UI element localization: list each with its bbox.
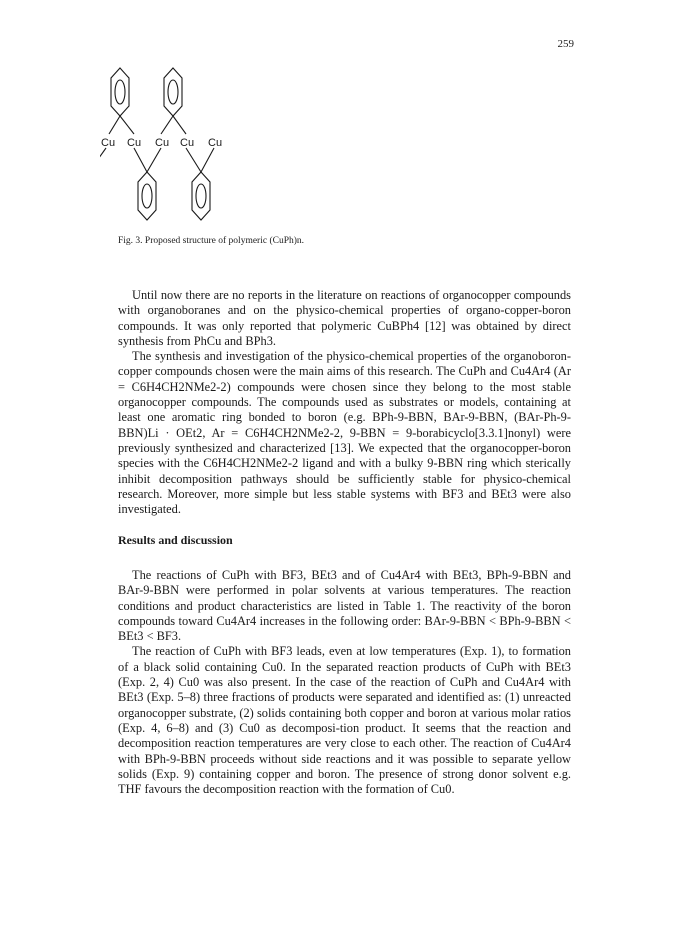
cu-label: Cu bbox=[127, 137, 142, 149]
cu-label: Cu bbox=[101, 137, 116, 149]
bond bbox=[109, 116, 120, 134]
phenyl-ring-top-left bbox=[111, 68, 129, 116]
cu-label: Cu bbox=[180, 137, 195, 149]
intro-paragraph-2: The synthesis and investigation of the physico-chemical properties of the organoboron-copper compounds chosen were the main aims of this research. The CuPh and Cu4Ar4 (Ar = C6H4CH2NMe2-2) compounds were chosen since they belong to the most stable organocopper compounds. The compounds used as substrates or models, containing at least one aromatic ring bonded to boron (e.g. BPh-9-BBN, BAr-9-BBN, (BAr-Ph-9-BBN)Li · OEt2, Ar = C6H4CH2NMe2-2, 9-BBN = 9-borabicyclo[3.3.1]nonyl) were previously synthesized and characterized [13]. We expected that the organocopper-boron species with the C6H4CH2NMe2-2 ligand and with a bulky 9-BBN ring which sterically inhibit decomposition pathways should be sufficiently stable for physico-chemical research. Moreover, more simple but less stable systems with BF3 and BEt3 were also investigated. bbox=[118, 349, 571, 517]
section-heading: Results and discussion bbox=[118, 533, 233, 547]
bond bbox=[134, 148, 147, 172]
bond bbox=[201, 148, 214, 172]
results-paragraph-2: The reaction of CuPh with BF3 leads, even at low temperatures (Exp. 1), to formation of a black solid containing Cu0. In the separated reaction products of CuPh with BEt3 (Exp. 2, 4) Cu0 was also present. In the case of the reaction of CuPh and Cu4Ar4 with BEt3 (Exp. 5–8) three fractions of products were separated and identified as: (1) unreacted organocopper substrate, (2) solids containing both copper and boron at various molar ratios (Exp. 4, 6–8) and (3) Cu0 as decomposi-tion product. It seems that the reaction and decomposition reaction temperatures are very close to each other. The reaction of Cu4Ar4 with BPh-9-BBN proceeds without side reactions and it was possible to separate yellow solids (Exp. 9) containing copper and boron. The presence of strong donor solvent e.g. THF favours the decomposition reaction with the formation of Cu0. bbox=[118, 644, 571, 797]
intro-paragraph-1: Until now there are no reports in the literature on reactions of organocopper compounds with organoboranes and on the physico-chemical properties of organo-copper-boron compounds. It was only reported that polymeric CuBPh4 [12] was obtained by direct synthesis from PhCu and BPh3. bbox=[118, 288, 571, 348]
results-paragraph-1: The reactions of CuPh with BF3, BEt3 and of Cu4Ar4 with BEt3, BPh-9-BBN and BAr-9-BBN were performed in polar solvents at various temperatures. The reaction conditions and product characteristics are listed in Table 1. The reactivity of the boron compounds toward Cu4Ar4 increases in the following order: BAr-9-BBN < BPh-9-BBN < BEt3 < BF3. bbox=[118, 568, 571, 644]
bond bbox=[100, 148, 106, 162]
bond bbox=[120, 116, 134, 134]
cu-label: Cu bbox=[208, 137, 223, 149]
figure-caption: Fig. 3. Proposed structure of polymeric (CuPh)n. bbox=[118, 236, 305, 246]
polymer-structure-figure bbox=[100, 58, 300, 238]
bond bbox=[173, 116, 186, 134]
phenyl-ring-bottom-right bbox=[192, 172, 210, 220]
phenyl-ring-bottom-left bbox=[138, 172, 156, 220]
bond bbox=[186, 148, 201, 172]
introduction-text bbox=[118, 288, 571, 517]
phenyl-ring-top-right bbox=[164, 68, 182, 116]
results-text bbox=[118, 568, 571, 797]
bond bbox=[161, 116, 173, 134]
page-number: 259 bbox=[557, 38, 574, 50]
cu-label: Cu bbox=[155, 137, 170, 149]
bond bbox=[147, 148, 161, 172]
